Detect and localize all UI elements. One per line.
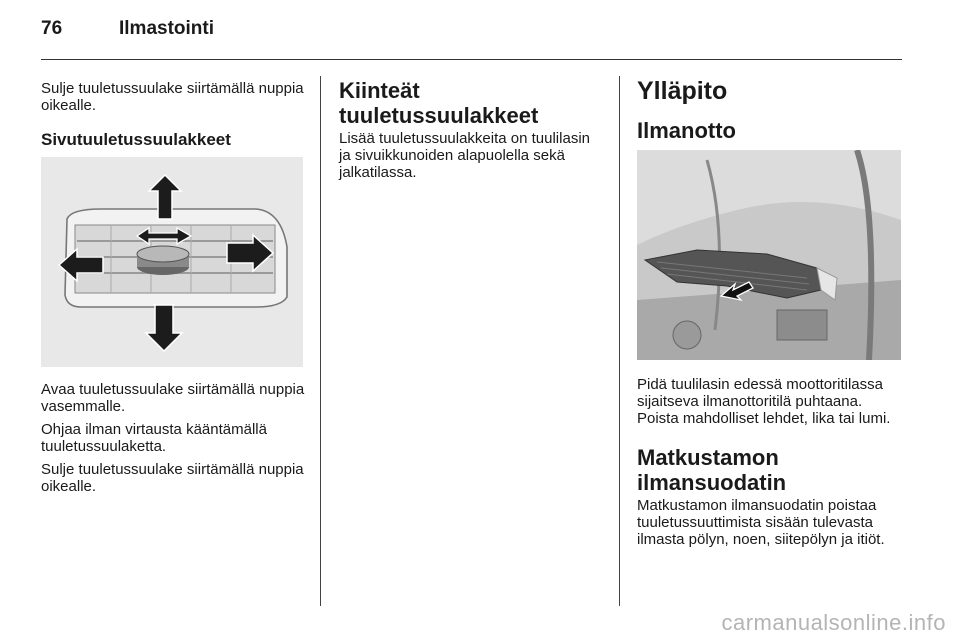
column-2 [339, 78, 605, 187]
close-vent-paragraph: Sulje tuuletussuulake siirtämällä nuppia oikealle. [41, 461, 304, 495]
page-number: 76 [41, 18, 63, 39]
column-1 [41, 80, 307, 150]
direct-airflow-paragraph: Ohjaa ilman virtausta kääntämällä tuuletussuulaketta. [41, 421, 267, 455]
page-header [41, 18, 901, 48]
column-1-lower [41, 381, 307, 501]
side-vent-arrows-icon [41, 157, 303, 367]
intro-paragraph: Sulje tuuletussuulake siirtämällä nuppia oikealle. [41, 80, 304, 114]
fixed-vents-paragraph: Lisää tuuletussuulakkeita on tuulilasin ja sivuikkunoiden alapuolella sekä jalkatilassa. [339, 130, 590, 181]
maintenance-heading: Ylläpito [637, 77, 728, 105]
cabin-filter-paragraph: Matkustamon ilmansuodatin poistaa tuuletussuuttimista sisään tulevasta ilmasta pölyn, noen, siitepölyn ja itiöt. [637, 497, 885, 548]
fixed-vents-heading: Kiinteät tuuletussuulakkeet [339, 78, 539, 128]
watermark: carmanualsonline.info [721, 610, 946, 635]
column-divider-2 [619, 76, 620, 606]
air-intake-paragraph: Pidä tuulilasin edessä moottoritilassa sijaitseva ilmanottoritilä puhtaana. Poista mahdolliset lehdet, lika tai lumi. [637, 376, 891, 427]
column-3-lower [637, 376, 903, 554]
air-intake-engine-bay-icon [637, 150, 901, 360]
section-title: Ilmastointi [119, 18, 215, 39]
header-rule [41, 59, 902, 60]
air-intake-heading: Ilmanotto [637, 118, 736, 143]
open-vent-paragraph: Avaa tuuletussuulake siirtämällä nuppia vasemmalle. [41, 381, 305, 415]
column-3 [637, 76, 903, 143]
air-intake-figure [637, 150, 901, 360]
column-divider-1 [320, 76, 321, 606]
side-vent-figure [41, 157, 303, 367]
cabin-filter-heading: Matkustamon ilmansuodatin [637, 445, 787, 495]
side-vents-heading: Sivutuuletussuulakkeet [41, 130, 231, 149]
